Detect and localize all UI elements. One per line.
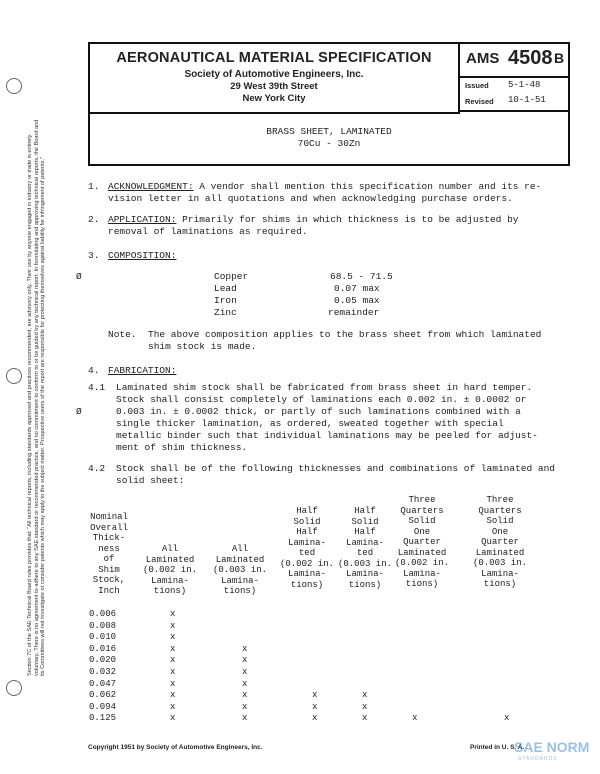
table-header-half-002: Half Solid Half Lamina- ted (0.002 in. Lamina- tions) — [279, 506, 334, 590]
comp-value: 0.07 max — [334, 283, 380, 294]
watermark-logo — [514, 739, 594, 765]
section-1-number: 1. — [88, 181, 100, 192]
availability-mark: x — [312, 690, 318, 700]
section-1-text-2: vision letter in all quotations and when acknowledging purchase orders. — [108, 193, 513, 204]
printed-in: Printed in U. S. A. — [470, 744, 525, 751]
table-header-all-lam-003: All Laminated (0.003 in. Lamina- tions) — [212, 544, 267, 596]
availability-mark: x — [170, 702, 176, 712]
thickness-value: 0.008 — [89, 621, 117, 631]
watermark-subtext: STANDARDS — [518, 756, 558, 762]
thickness-value: 0.094 — [89, 702, 117, 712]
thickness-value: 0.020 — [89, 655, 117, 665]
section-3-number: 3. — [88, 250, 100, 261]
composition-note-1: The above composition applies to the brass sheet from which laminated — [148, 329, 542, 340]
section-4-1-line: 0.003 in. ± 0.0002 thick, or partly of such laminations combined with a — [116, 406, 521, 417]
thickness-value: 0.016 — [89, 644, 117, 654]
thickness-value: 0.032 — [89, 667, 117, 677]
availability-mark: x — [242, 644, 248, 654]
society-city: New York City — [242, 93, 306, 104]
section-2-text: Primarily for shims in which thickness is to be adjusted by — [176, 214, 519, 225]
punch-hole — [6, 78, 22, 94]
revision-mark: Ø — [76, 271, 82, 282]
availability-mark: x — [362, 702, 368, 712]
table-header-3q-002: Three Quarters Solid One Quarter Laminated (0.002 in. Lamina- tions) — [394, 495, 449, 589]
header-title-box — [88, 42, 460, 114]
composition-note-2: shim stock is made. — [148, 341, 257, 352]
section-1 — [108, 181, 541, 193]
table-header-half-003: Half Solid Half Lamina- ted (0.003 in. Lamina- tions) — [337, 506, 392, 590]
section-4-1-line: single thicker lamination, as ordered, sweated together with special — [116, 418, 504, 429]
availability-mark: x — [170, 621, 176, 631]
section-4-1-line: metallic binder such that individual laminations may be peeled for adjust- — [116, 430, 538, 441]
watermark-text: SAE NORM — [514, 739, 590, 755]
thickness-value: 0.006 — [89, 609, 117, 619]
availability-mark: x — [170, 667, 176, 677]
availability-mark: x — [170, 690, 176, 700]
comp-element: Copper — [214, 271, 249, 282]
side-note: Section 7C of the SAE Technical Board rules provides that: "All technical reports, including standards approved and practices recommended, are advisory only. Their use by anyone engaged in industry or trade is entirely voluntary. There is no agreement to adhere to any SAE standard or recommended practice, and no commitment to conform to or be guided by any technical report. In formulating and approving technical reports, the Board and its Committees will not investigate or consider patents which may apply to the subject matter. Prospective users of the report are responsible for protecting themselves against liability for infringement of patents." — [27, 119, 47, 676]
section-4-1-line: ment of shim thickness. — [116, 442, 248, 453]
dates-box — [458, 74, 570, 112]
availability-mark: x — [362, 713, 368, 723]
section-1-text: A vendor shall mention this specification number and its re- — [193, 181, 542, 192]
comp-element: Iron — [214, 295, 237, 306]
ams-prefix: AMS — [466, 50, 500, 67]
thickness-value: 0.047 — [89, 679, 117, 689]
side-note-margin — [27, 114, 89, 676]
ams-number-box — [458, 42, 570, 78]
doc-title-line1: BRASS SHEET, LAMINATED — [266, 126, 392, 137]
spec-title: AERONAUTICAL MATERIAL SPECIFICATION — [116, 50, 432, 66]
section-4-number: 4. — [88, 365, 100, 376]
table-header-all-lam-002: All Laminated (0.002 in. Lamina- tions) — [142, 544, 197, 596]
availability-mark: x — [242, 702, 248, 712]
section-4-2-line: solid sheet: — [116, 475, 185, 486]
availability-mark: x — [242, 667, 248, 677]
society-name: Society of Automotive Engineers, Inc. — [184, 69, 364, 80]
availability-mark: x — [170, 644, 176, 654]
table-header-3q-003: Three Quarters Solid One Quarter Laminated (0.003 in. Lamina- tions) — [472, 495, 527, 589]
section-4-1-number: 4.1 — [88, 382, 106, 393]
availability-mark: x — [170, 713, 176, 723]
availability-mark: x — [412, 713, 418, 723]
revised-date: 10-1-51 — [508, 95, 546, 105]
availability-mark: x — [312, 713, 318, 723]
punch-hole — [6, 680, 22, 696]
punch-hole — [6, 368, 22, 384]
comp-element: Zinc — [214, 307, 237, 318]
section-4-2-number: 4.2 — [88, 463, 106, 474]
revision-mark: Ø — [76, 406, 82, 417]
issued-label: Issued — [465, 81, 489, 90]
section-4-1-line: Stock shall consist completely of laminations each 0.002 in. ± 0.0002 or — [116, 394, 527, 405]
composition-note-label: Note. — [108, 329, 137, 340]
copyright: Copyright 1951 by Society of Automotive Engineers, Inc. — [88, 744, 263, 751]
section-4-2-line: Stock shall be of the following thicknesses and combinations of laminated and — [116, 463, 555, 474]
issued-date: 5-1-48 — [508, 80, 541, 90]
ams-number: 4508 — [508, 47, 553, 69]
thickness-value: 0.062 — [89, 690, 117, 700]
section-2-text-2: removal of laminations as required. — [108, 226, 308, 237]
availability-mark: x — [170, 679, 176, 689]
availability-mark: x — [362, 690, 368, 700]
availability-mark: x — [242, 690, 248, 700]
comp-element: Lead — [214, 283, 237, 294]
thickness-value: 0.125 — [89, 713, 117, 723]
comp-value: 68.5 - 71.5 — [330, 271, 393, 282]
availability-mark: x — [242, 679, 248, 689]
availability-mark: x — [242, 713, 248, 723]
availability-mark: x — [170, 632, 176, 642]
availability-mark: x — [242, 655, 248, 665]
section-4-1-line: Laminated shim stock shall be fabricated from brass sheet in hard temper. — [116, 382, 533, 393]
thickness-value: 0.010 — [89, 632, 117, 642]
section-3-heading: COMPOSITION: — [108, 250, 177, 261]
section-2-number: 2. — [88, 214, 100, 225]
doc-title-line2: 70Cu - 30Zn — [297, 138, 361, 149]
section-1-heading: ACKNOWLEDGMENT: — [108, 181, 194, 192]
comp-value: remainder — [328, 307, 380, 318]
availability-mark: x — [312, 702, 318, 712]
ams-suffix: B — [554, 50, 565, 66]
revised-label: Revised — [465, 97, 494, 106]
availability-mark: x — [170, 609, 176, 619]
comp-value: 0.05 max — [334, 295, 380, 306]
availability-mark: x — [504, 713, 510, 723]
availability-mark: x — [170, 655, 176, 665]
doc-title-box — [88, 110, 570, 166]
table-header-thickness: Nominal Overall Thick- ness of Shim Stock, Inch — [90, 512, 128, 596]
section-2-heading: APPLICATION: — [108, 214, 177, 225]
section-2 — [108, 214, 518, 226]
society-address: 29 West 39th Street — [230, 81, 318, 92]
section-4-heading: FABRICATION: — [108, 365, 177, 376]
